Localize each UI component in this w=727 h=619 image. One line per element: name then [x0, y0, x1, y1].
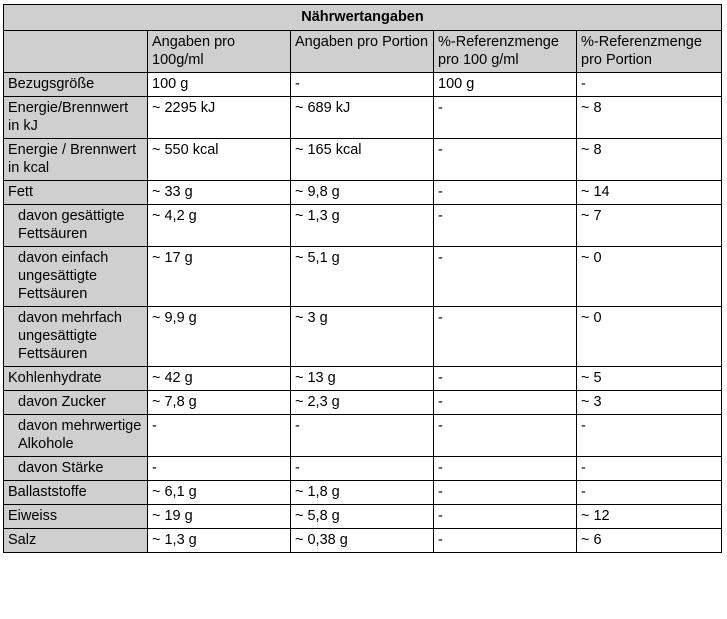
cell-ref-per-portion: ~ 0	[577, 307, 722, 367]
cell-per-portion: ~ 1,8 g	[291, 481, 434, 505]
cell-ref-per-portion: ~ 12	[577, 505, 722, 529]
cell-ref-per-portion: -	[577, 457, 722, 481]
cell-ref-per-portion: ~ 7	[577, 205, 722, 247]
row-label: Salz	[4, 529, 148, 553]
table-row	[4, 529, 722, 553]
table-row	[4, 247, 722, 307]
cell-ref-per-100g: 100 g	[434, 73, 577, 97]
cell-ref-per-100g: -	[434, 529, 577, 553]
table-title: Nährwertangaben	[4, 5, 722, 31]
cell-per-100g: -	[148, 457, 291, 481]
table-row	[4, 181, 722, 205]
cell-per-portion: ~ 165 kcal	[291, 139, 434, 181]
row-label: davon einfach ungesättigte Fettsäuren	[4, 247, 148, 307]
cell-per-100g: ~ 550 kcal	[148, 139, 291, 181]
row-label: davon mehrfach ungesättigte Fettsäuren	[4, 307, 148, 367]
row-label: Bezugsgröße	[4, 73, 148, 97]
cell-ref-per-100g: -	[434, 505, 577, 529]
cell-ref-per-100g: -	[434, 139, 577, 181]
cell-ref-per-portion: ~ 5	[577, 367, 722, 391]
column-header-per-portion: Angaben pro Portion	[291, 31, 434, 73]
table-row	[4, 367, 722, 391]
table-row	[4, 415, 722, 457]
cell-ref-per-portion: -	[577, 415, 722, 457]
cell-per-portion: ~ 9,8 g	[291, 181, 434, 205]
row-label: Ballaststoffe	[4, 481, 148, 505]
row-label: davon gesättigte Fettsäuren	[4, 205, 148, 247]
cell-per-portion: ~ 13 g	[291, 367, 434, 391]
table-body	[4, 73, 722, 553]
table-row	[4, 307, 722, 367]
table-row	[4, 73, 722, 97]
column-header-per-100g: Angaben pro 100g/ml	[148, 31, 291, 73]
cell-per-portion: ~ 2,3 g	[291, 391, 434, 415]
table-row	[4, 505, 722, 529]
cell-ref-per-100g: -	[434, 415, 577, 457]
nutrition-table-container	[3, 4, 722, 553]
row-label: Eiweiss	[4, 505, 148, 529]
cell-per-100g: -	[148, 415, 291, 457]
row-label: Energie/Brennwert in kJ	[4, 97, 148, 139]
cell-per-portion: ~ 5,8 g	[291, 505, 434, 529]
cell-per-portion: ~ 1,3 g	[291, 205, 434, 247]
row-label: Fett	[4, 181, 148, 205]
cell-ref-per-100g: -	[434, 307, 577, 367]
cell-ref-per-100g: -	[434, 391, 577, 415]
cell-per-100g: 100 g	[148, 73, 291, 97]
cell-per-portion: ~ 5,1 g	[291, 247, 434, 307]
row-label: Energie / Brennwert in kcal	[4, 139, 148, 181]
cell-per-100g: ~ 4,2 g	[148, 205, 291, 247]
cell-ref-per-portion: -	[577, 481, 722, 505]
row-label: davon Stärke	[4, 457, 148, 481]
cell-ref-per-portion: ~ 6	[577, 529, 722, 553]
table-header-row	[4, 31, 722, 73]
cell-per-100g: ~ 7,8 g	[148, 391, 291, 415]
cell-ref-per-portion: -	[577, 73, 722, 97]
cell-ref-per-100g: -	[434, 367, 577, 391]
cell-per-portion: ~ 0,38 g	[291, 529, 434, 553]
cell-per-100g: ~ 42 g	[148, 367, 291, 391]
cell-ref-per-100g: -	[434, 181, 577, 205]
cell-per-portion: ~ 689 kJ	[291, 97, 434, 139]
cell-per-100g: ~ 6,1 g	[148, 481, 291, 505]
nutrition-table	[3, 4, 722, 553]
column-header-ref-per-portion: %-Referenzmenge pro Portion	[577, 31, 722, 73]
table-row	[4, 481, 722, 505]
cell-ref-per-portion: ~ 8	[577, 139, 722, 181]
cell-per-100g: ~ 33 g	[148, 181, 291, 205]
table-row	[4, 97, 722, 139]
cell-ref-per-portion: ~ 3	[577, 391, 722, 415]
cell-per-100g: ~ 2295 kJ	[148, 97, 291, 139]
cell-ref-per-portion: ~ 0	[577, 247, 722, 307]
row-label: Kohlenhydrate	[4, 367, 148, 391]
cell-ref-per-100g: -	[434, 205, 577, 247]
cell-ref-per-100g: -	[434, 457, 577, 481]
cell-ref-per-portion: ~ 14	[577, 181, 722, 205]
column-header-empty	[4, 31, 148, 73]
cell-ref-per-100g: -	[434, 247, 577, 307]
cell-ref-per-portion: ~ 8	[577, 97, 722, 139]
cell-ref-per-100g: -	[434, 481, 577, 505]
cell-per-portion: -	[291, 73, 434, 97]
cell-per-portion: -	[291, 457, 434, 481]
cell-per-portion: -	[291, 415, 434, 457]
cell-per-100g: ~ 9,9 g	[148, 307, 291, 367]
cell-per-portion: ~ 3 g	[291, 307, 434, 367]
row-label: davon Zucker	[4, 391, 148, 415]
table-row	[4, 457, 722, 481]
table-row	[4, 205, 722, 247]
table-row	[4, 139, 722, 181]
cell-ref-per-100g: -	[434, 97, 577, 139]
cell-per-100g: ~ 19 g	[148, 505, 291, 529]
table-row	[4, 391, 722, 415]
table-title-row	[4, 5, 722, 31]
column-header-ref-per-100g: %-Referenzmenge pro 100 g/ml	[434, 31, 577, 73]
row-label: davon mehrwertige Alkohole	[4, 415, 148, 457]
cell-per-100g: ~ 1,3 g	[148, 529, 291, 553]
cell-per-100g: ~ 17 g	[148, 247, 291, 307]
